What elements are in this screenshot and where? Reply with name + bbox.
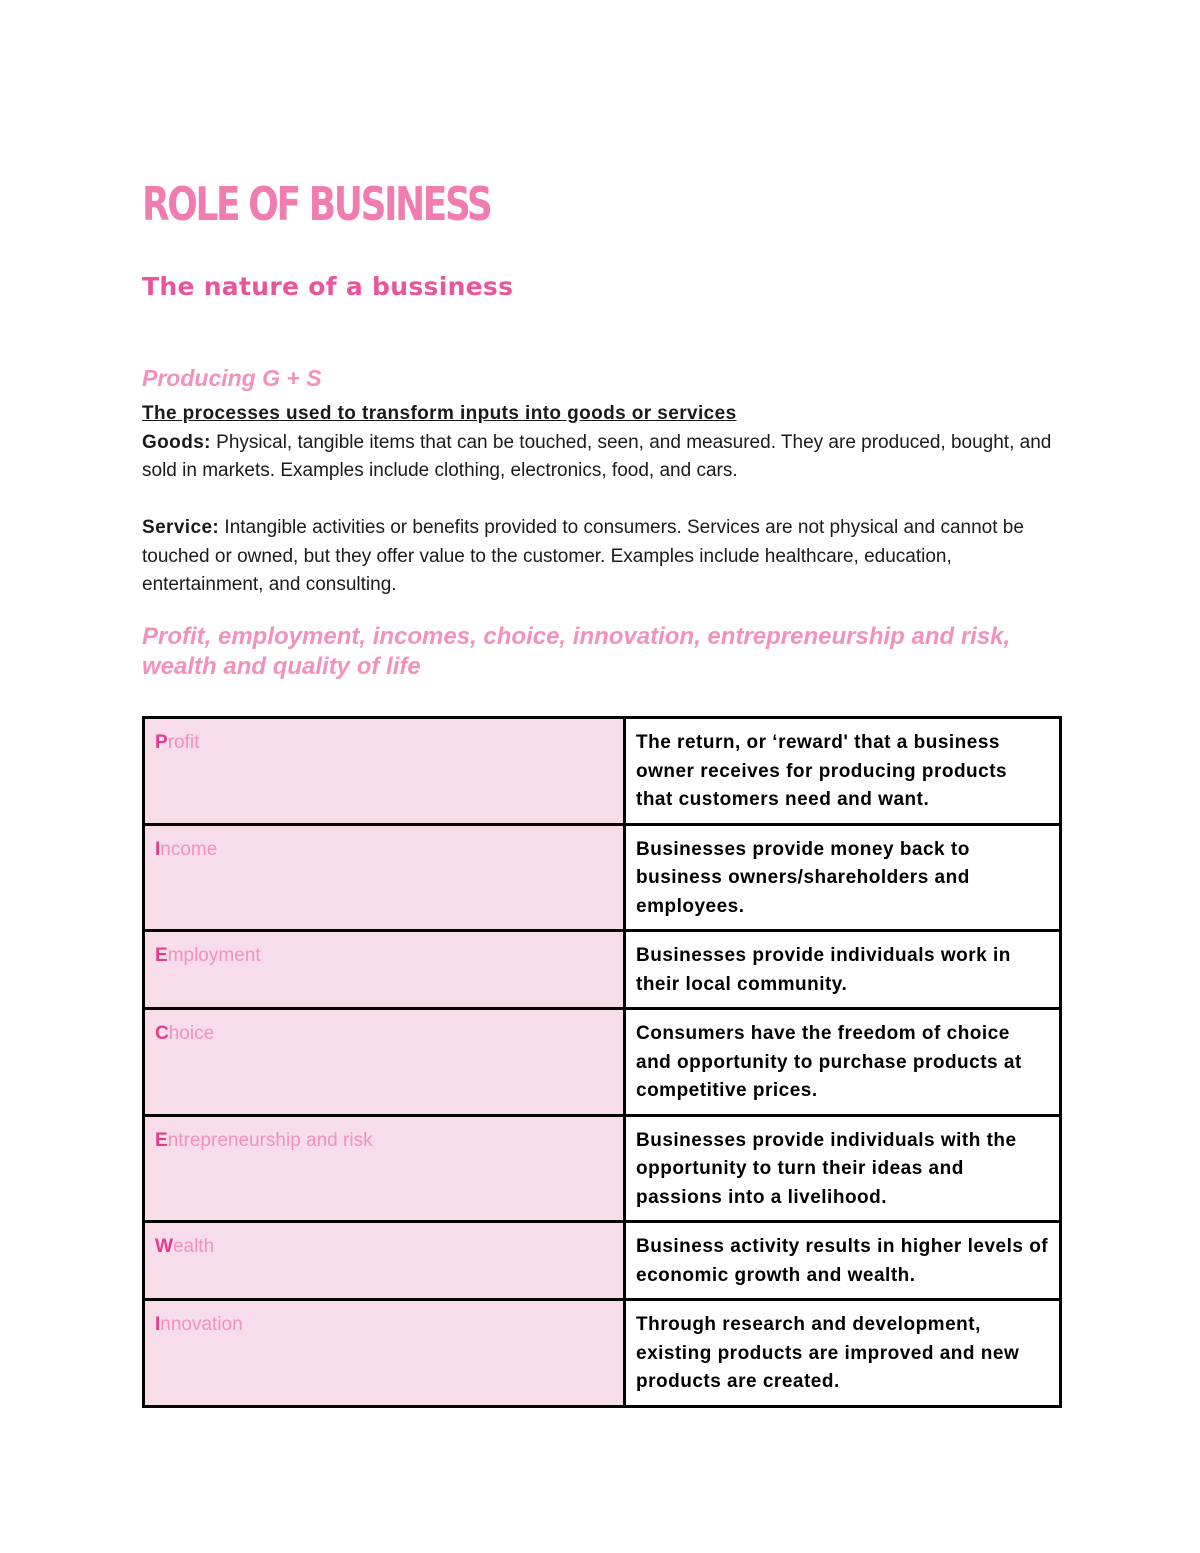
term-initial: E (155, 1129, 168, 1151)
term-cell (144, 1222, 625, 1300)
term-rest: ealth (172, 1236, 215, 1257)
service-paragraph (142, 514, 1062, 600)
goods-label: Goods: (142, 431, 211, 453)
term-rest: nnovation (160, 1314, 243, 1335)
term-cell (144, 1300, 625, 1407)
service-label: Service: (142, 517, 220, 538)
term-rest: ncome (160, 838, 218, 860)
term-rest: hoice (168, 1023, 215, 1044)
term-initial: W (155, 1236, 173, 1257)
term-initial: C (155, 1023, 169, 1044)
term-rest: mployment (167, 945, 261, 966)
table-row (144, 1009, 1061, 1116)
processes-definition: The processes used to transform inputs into goods or services (142, 403, 737, 424)
table-row (144, 1115, 1061, 1222)
description-cell: Businesses provide individuals work in their local community. (625, 931, 1061, 1009)
table-row (144, 718, 1061, 825)
term-cell (144, 931, 625, 1009)
term-cell (144, 718, 625, 825)
description-cell: Businesses provide money back to business owners/shareholders and employees. (625, 824, 1061, 931)
profit-heading: Profit, employment, incomes, choice, innovation, entrepreneurship and risk, wealth and quality of life (142, 623, 1011, 680)
description-cell: The return, or ‘reward' that a business owner receives for producing products that customers need and want. (625, 718, 1061, 825)
page-subtitle: The nature of a bussiness (142, 272, 514, 301)
table-row (144, 1300, 1061, 1407)
page-title: ROLE OF BUSINESS (142, 177, 491, 231)
table-row (144, 931, 1061, 1009)
description-cell: Consumers have the freedom of choice and opportunity to purchase products at competitive prices. (625, 1009, 1061, 1116)
term-rest: ntrepreneurship and risk (167, 1129, 373, 1151)
term-initial: I (155, 838, 161, 860)
term-initial: E (155, 945, 168, 966)
table-row (144, 1222, 1061, 1300)
goods-text: Physical, tangible items that can be touched, seen, and measured. They are produced, bought, and sold in markets. Examples include clothing, electronics, food, and cars. (142, 431, 1052, 481)
term-cell (144, 824, 625, 931)
term-initial: I (155, 1314, 161, 1335)
description-cell: Businesses provide individuals with the opportunity to turn their ideas and passions into a livelihood. (625, 1115, 1061, 1222)
producing-section (142, 400, 1062, 600)
description-cell: Business activity results in higher levels of economic growth and wealth. (625, 1222, 1061, 1300)
service-text: Intangible activities or benefits provided to consumers. Services are not physical and cannot be touched or owned, but they offer value to the customer. Examples include healthcare, education, entertainment, and consulting. (142, 517, 1024, 595)
roles-table (142, 716, 1062, 1408)
paragraph-spacer (142, 486, 1062, 515)
goods-paragraph (142, 429, 1062, 486)
description-cell: Through research and development, existing products are improved and new products are created. (625, 1300, 1061, 1407)
term-initial: P (155, 732, 168, 753)
table-row (144, 824, 1061, 931)
term-cell (144, 1009, 625, 1116)
term-rest: rofit (167, 732, 200, 753)
term-cell (144, 1115, 625, 1222)
producing-heading: Producing G + S (142, 365, 322, 391)
